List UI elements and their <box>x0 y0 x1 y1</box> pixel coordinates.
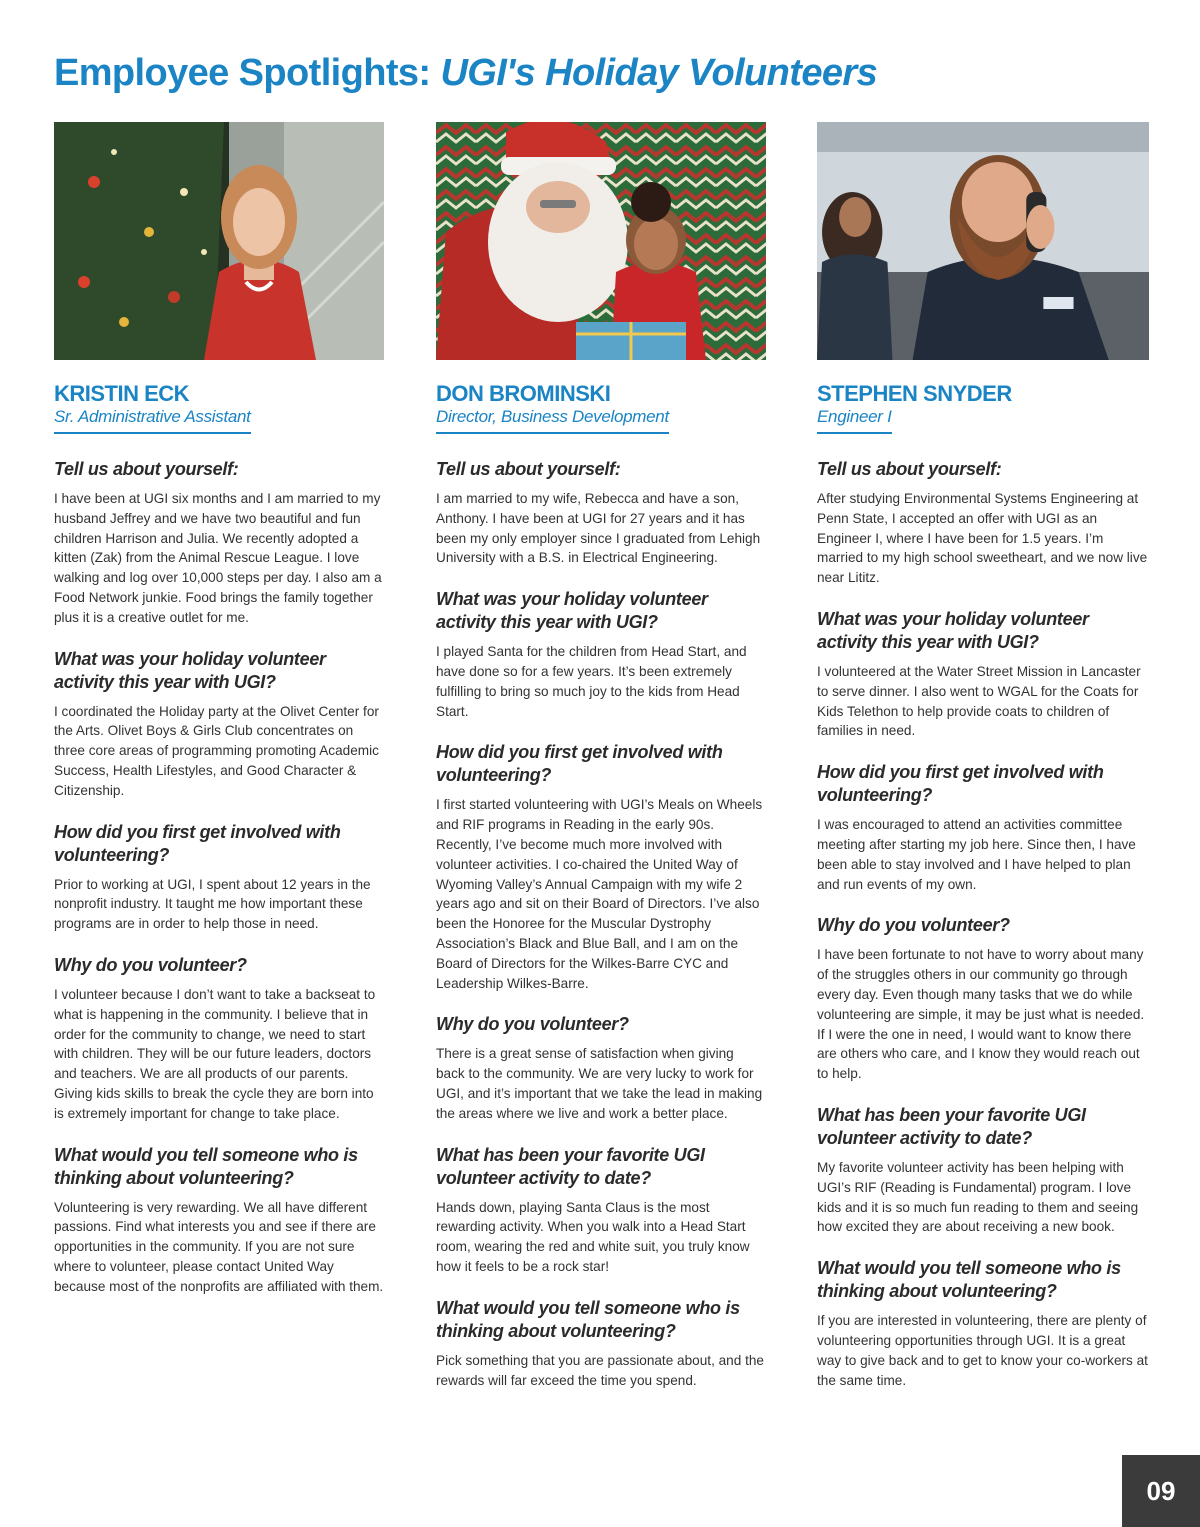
question: How did you first get involved with volunteering? <box>817 762 1104 806</box>
photo-kristin-eck <box>54 122 384 360</box>
question: What would you tell someone who is thinking about volunteering? <box>817 1258 1121 1302</box>
question: Tell us about yourself: <box>436 459 621 479</box>
question: How did you first get involved with volunteering? <box>54 821 341 865</box>
answer: Hands down, playing Santa Claus is the most rewarding activity. When you walk into a Head Start room, wearing the red and white suit, you truly know how it feels to be a rock star! <box>436 1199 750 1274</box>
title-plain: Employee Spotlights: <box>54 52 441 94</box>
spotlight-stephen-snyder <box>817 122 1149 1390</box>
answer: There is a great sense of satisfaction when giving back to the community. We are very lucky to work for UGI, and it’s important that we take the lead in making the areas where we live and work a better place. <box>436 1046 763 1121</box>
page-number-badge: 09 <box>1122 1455 1200 1527</box>
answer: I coordinated the Holiday party at the Olivet Center for the Arts. Olivet Boys & Girls Club concentrates on three core areas of programming promoting Academic Success, Health Lifestyles, and Good Character & Citizenship. <box>54 703 379 798</box>
page-title <box>54 50 877 96</box>
answer: Volunteering is very rewarding. We all have different passions. Find what interests you and see if there are opportunities in the community. If you are not sure where to volunteer, please contact United Way because most of the nonprofits are affiliated with them. <box>54 1199 384 1294</box>
answer: After studying Environmental Systems Engineering at Penn State, I accepted an offer with UGI as an Engineer I, where I have been for 1.5 years. I’m married to my high school sweetheart, and we now live near Lititz. <box>817 491 1148 586</box>
question: What was your holiday volunteer activity this year with UGI? <box>817 608 1089 652</box>
question: What was your holiday volunteer activity this year with UGI? <box>54 648 326 692</box>
answer: I volunteer because I don’t want to take a backseat to what is happening in the community. I believe that in order for the community to change, we need to start with children. They will be our future leaders, doctors and teachers. We are all products of our parents. Giving kids skills to break the cycle they are born into is extremely important for change to take place. <box>54 986 376 1121</box>
answer: I have been fortunate to not have to worry about many of the struggles others in our community go through every day. Even though many tasks that we do while volunteering are simple, it may be just what is needed. If I were the one in need, I would want to know there are others who care, and I know they would reach out to help. <box>817 947 1145 1082</box>
question: What has been your favorite UGI volunteer activity to date? <box>817 1104 1086 1148</box>
employee-role: Director, Business Development <box>436 406 669 434</box>
question: Why do you volunteer? <box>817 915 1010 936</box>
question: What would you tell someone who is thinking about volunteering? <box>54 1144 358 1188</box>
photo-stephen-snyder <box>817 122 1149 360</box>
question: What would you tell someone who is thinking about volunteering? <box>436 1297 740 1341</box>
employee-name: STEPHEN SNYDER <box>817 381 1012 406</box>
employee-role: Engineer I <box>817 406 892 434</box>
portrait-woman-christmas-tree <box>54 122 384 360</box>
spotlight-don-brominski <box>436 122 766 1390</box>
answer: I have been at UGI six months and I am married to my husband Jeffrey and we have two beautiful and fun children Harrison and Julia. We recently adopted a kitten (Zak) from the Animal Rescue League. I love walking and log over 10,000 steps per day. I also am a Food Network junkie. Food brings the family together plus it is a creative outlet for me. <box>54 491 382 625</box>
question: Tell us about yourself: <box>54 459 239 479</box>
answer: I volunteered at the Water Street Mission in Lancaster to serve dinner. I also went to WGAL for the Coats for Kids Telethon to help provide coats to children of families in need. <box>817 663 1141 739</box>
answer: I first started volunteering with UGI’s Meals on Wheels and RIF programs in Reading in the early 90s. Recently, I’ve become much more involved with volunteer activities. I co-chaired the United Way of Wyoming Valley’s Annual Campaign with my wife 2 years ago and sit on their Board of Directors. I’ve also been the Honoree for the Muscular Dystrophy Association’s Black and Blue Ball, and I am on the Board of Directors for the Wilkes-Barre CYC and Leadership Wilkes-Barre. <box>436 797 763 991</box>
employee-name: DON BROMINSKI <box>436 381 611 406</box>
question: Tell us about yourself: <box>817 459 1002 479</box>
question: What was your holiday volunteer activity this year with UGI? <box>436 589 708 633</box>
portrait-man-on-phone <box>817 122 1149 360</box>
employee-name: KRISTIN ECK <box>54 381 190 406</box>
title-italic: UGI's Holiday Volunteers <box>440 52 878 94</box>
answer: I am married to my wife, Rebecca and have a son, Anthony. I have been at UGI for 27 years and it has been my only employer since I graduated from Lehigh University with a B.S. in Electrical Engineering. <box>436 491 761 566</box>
question: Why do you volunteer? <box>436 1014 629 1035</box>
answer: If you are interested in volunteering, there are plenty of volunteering opportunities through UGI. It is a great way to give back and to get to know your co-workers at the same time. <box>817 1313 1148 1388</box>
answer: I was encouraged to attend an activities committee meeting after starting my job here. Since then, I have been able to stay involved and I have helped to plan and run events of my own. <box>817 817 1136 892</box>
photo-don-brominski <box>436 122 766 360</box>
answer: I played Santa for the children from Head Start, and have done so for a few years. It’s been extremely fulfilling to bring so much joy to the kids from Head Start. <box>436 644 747 719</box>
question: Why do you volunteer? <box>54 954 247 975</box>
spotlight-kristin-eck <box>54 122 384 1297</box>
answer: Prior to working at UGI, I spent about 12 years in the nonprofit industry. It taught me how important these programs are in order to help those in need. <box>54 876 371 932</box>
answer: My favorite volunteer activity has been helping with UGI’s RIF (Reading is Fundamental) program. I love kids and it is so much fun reading to them and seeing how excited they are about receiving a new book. <box>817 1159 1139 1235</box>
question: What has been your favorite UGI volunteer activity to date? <box>436 1144 705 1188</box>
employee-role: Sr. Administrative Assistant <box>54 406 251 434</box>
question: How did you first get involved with volunteering? <box>436 742 723 786</box>
portrait-santa-with-child <box>436 122 766 360</box>
answer: Pick something that you are passionate about, and the rewards will far exceed the time you spend. <box>436 1352 764 1388</box>
